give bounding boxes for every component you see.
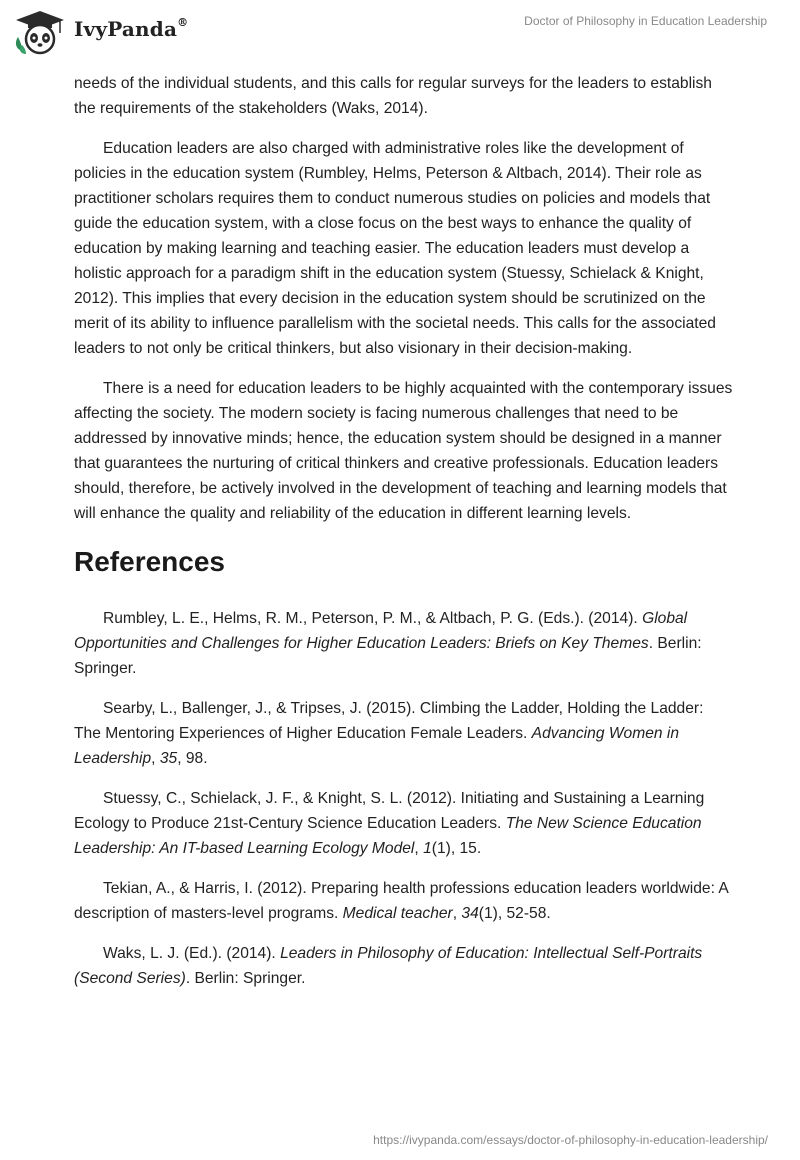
document-title: Doctor of Philosophy in Education Leadership	[524, 14, 767, 28]
page-header	[0, 0, 800, 70]
reference-item: Waks, L. J. (Ed.). (2014). Leaders in Philosophy of Education: Intellectual Self-Portraits (Second Series). Berlin: Springer.	[74, 945, 703, 987]
ivypanda-logo-icon[interactable]	[14, 9, 66, 55]
paragraph-administrative-roles: Education leaders are also charged with administrative roles like the development of policies in the education system (Rumbley, Helms, Peterson & Altbach, 2014). Their role as practitioner scholars requires them to conduct numerous studies on policies and models that guide the education system, with a close focus on the best ways to enhance the quality of education by making learning and teaching easier. The education leaders must develop a holistic approach for a paradigm shift in the education system (Stuessy, Schielack & Knight, 2012). This implies that every decision in the education system should be scrutinized on the merit of its ability to influence parallelism with the societal needs. This calls for the associated leaders to not only be critical thinkers, but also visionary in their decision-making.	[74, 140, 716, 357]
reference-item: Tekian, A., & Harris, I. (2012). Preparing health professions education leaders worldwide: A description of masters-level programs. Medical teacher, 34(1), 52-58.	[74, 880, 728, 922]
paragraph-contemporary-issues: There is a need for education leaders to be highly acquainted with the contemporary issues affecting the society. The modern society is facing numerous challenges that need to be addressed by innovative minds; hence, the education system should be designed in a manner that guarantees the nurturing of critical thinkers and creative professionals. Education leaders should, therefore, be actively involved in the development of teaching and learning models that will enhance the quality and reliability of the education in different learning levels.	[74, 380, 733, 522]
source-url[interactable]: https://ivypanda.com/essays/doctor-of-philosophy-in-education-leadership/	[373, 1133, 768, 1147]
paragraph-continued: needs of the individual students, and this calls for regular surveys for the leaders to establish the requirements of the stakeholders (Waks, 2014).	[74, 75, 712, 117]
essay-content	[74, 71, 734, 1006]
references-heading: References	[74, 546, 225, 577]
reference-item: Searby, L., Ballenger, J., & Tripses, J. (2015). Climbing the Ladder, Holding the Ladder: The Mentoring Experiences of Higher Education Female Leaders. Advancing Women in Leadership, 35, 98.	[74, 700, 704, 767]
reference-item: Stuessy, C., Schielack, J. F., & Knight, S. L. (2012). Initiating and Sustaining a Learning Ecology to Produce 21st-Century Science Education Leaders. The New Science Education Leadership: An IT-based Learning Ecology Model, 1(1), 15.	[74, 790, 705, 857]
reference-item: Rumbley, L. E., Helms, R. M., Peterson, P. M., & Altbach, P. G. (Eds.). (2014). Global Opportunities and Challenges for Higher Education Leaders: Briefs on Key Themes. Berlin: Springer.	[74, 610, 702, 677]
brand-name[interactable]: IvyPanda®	[74, 16, 189, 41]
